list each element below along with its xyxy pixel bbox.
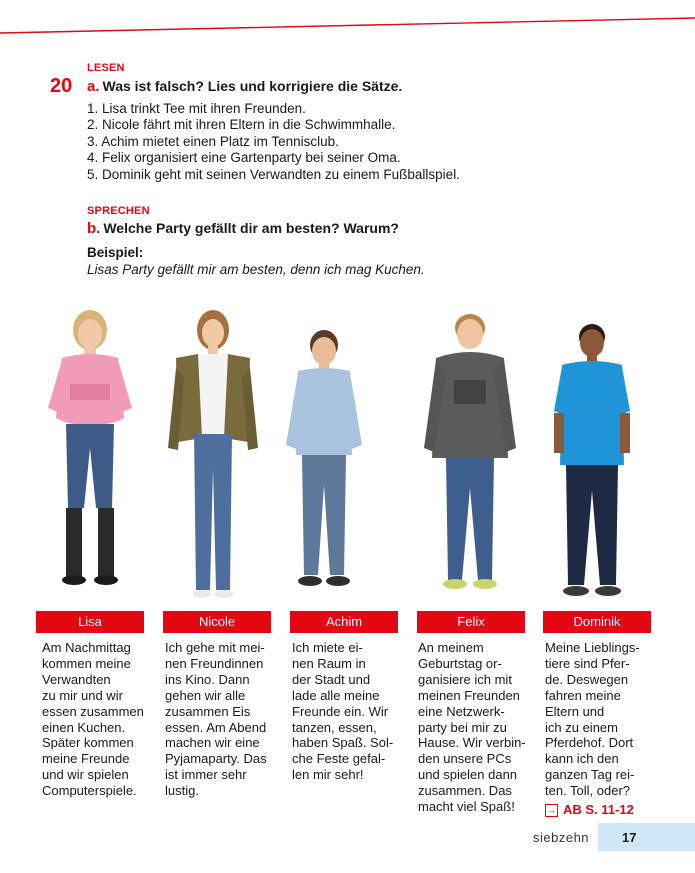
list-item: 4. Felix organisiert eine Gartenparty bei seiner Oma. bbox=[87, 150, 401, 166]
text-felix: An meinem Geburtstag or- ganisiere ich mit meinen Freunden eine Netzwerk- party bei mir zu Hause. Wir verbin- den unsere PCs und spielen dann zusammen. Das macht viel Spaß! bbox=[418, 640, 526, 815]
text-achim: Ich miete ei- nen Raum in der Stadt und lade alle meine Freunde ein. Wir tanzen, essen, haben Spaß. Sol- che Feste gefal- len mir sehr! bbox=[292, 640, 394, 783]
top-red-line bbox=[0, 0, 695, 40]
page-number-box bbox=[598, 823, 695, 851]
text-dominik: Meine Lieblings- tiere sind Pfer- de. Deswegen fahren meine Eltern und ich zu einem Pferdehof. Dort kann ich den ganzen Tag rei- ten. Toll, oder? bbox=[545, 640, 640, 799]
photo-achim bbox=[276, 325, 371, 605]
workbook-reference-text: AB S. 11-12 bbox=[563, 802, 634, 817]
list-item: 5. Dominik geht mit seinen Verwandten zu einem Fußballspiel. bbox=[87, 166, 460, 182]
photo-dominik bbox=[550, 315, 635, 605]
task-b-text: Welche Party gefällt dir am besten? Warum? bbox=[103, 220, 399, 236]
photo-lisa bbox=[40, 308, 140, 608]
name-label-nicole: Nicole bbox=[163, 611, 271, 633]
text-nicole: Ich gehe mit mei- nen Freundinnen ins Kino. Dann gehen wir alle zusammen Eis essen. Am Abend machen wir eine Pyjamaparty. Das ist immer sehr lustig. bbox=[165, 640, 267, 799]
page-number-word: siebzehn bbox=[533, 830, 590, 845]
task-a-text: Was ist falsch? Lies und korrigiere die Sätze. bbox=[102, 78, 403, 94]
task-b-instruction bbox=[87, 220, 399, 237]
photo-nicole bbox=[168, 308, 258, 608]
exercise-number: 20 bbox=[50, 75, 73, 97]
example-text: Lisas Party gefällt mir am besten, denn ich mag Kuchen. bbox=[87, 262, 425, 277]
name-label-dominik: Dominik bbox=[543, 611, 651, 633]
task-a-instruction bbox=[87, 78, 402, 95]
workbook-reference[interactable] bbox=[545, 802, 634, 817]
statement-list bbox=[87, 101, 460, 183]
task-b-letter: b. bbox=[87, 220, 101, 237]
list-item: 3. Achim mietet einen Platz im Tennisclub. bbox=[87, 133, 339, 149]
name-label-lisa: Lisa bbox=[36, 611, 144, 633]
task-a-letter: a. bbox=[87, 78, 100, 95]
section-label-lesen: LESEN bbox=[87, 62, 125, 74]
section-label-sprechen: SPRECHEN bbox=[87, 205, 150, 217]
text-lisa: Am Nachmittag kommen meine Verwandten zu mir und wir essen zusammen einen Kuchen. Später kommen meine Freunde und wir spielen Computerspiele. bbox=[42, 640, 144, 799]
list-item: 2. Nicole fährt mit ihren Eltern in die Schwimmhalle. bbox=[87, 117, 396, 133]
example-title: Beispiel: bbox=[87, 245, 144, 260]
name-label-felix: Felix bbox=[417, 611, 525, 633]
list-item: 1. Lisa trinkt Tee mit ihren Freunden. bbox=[87, 101, 306, 116]
photo-felix bbox=[420, 308, 520, 598]
arrow-right-icon: → bbox=[547, 805, 556, 815]
page-number: 17 bbox=[622, 830, 637, 845]
name-label-achim: Achim bbox=[290, 611, 398, 633]
